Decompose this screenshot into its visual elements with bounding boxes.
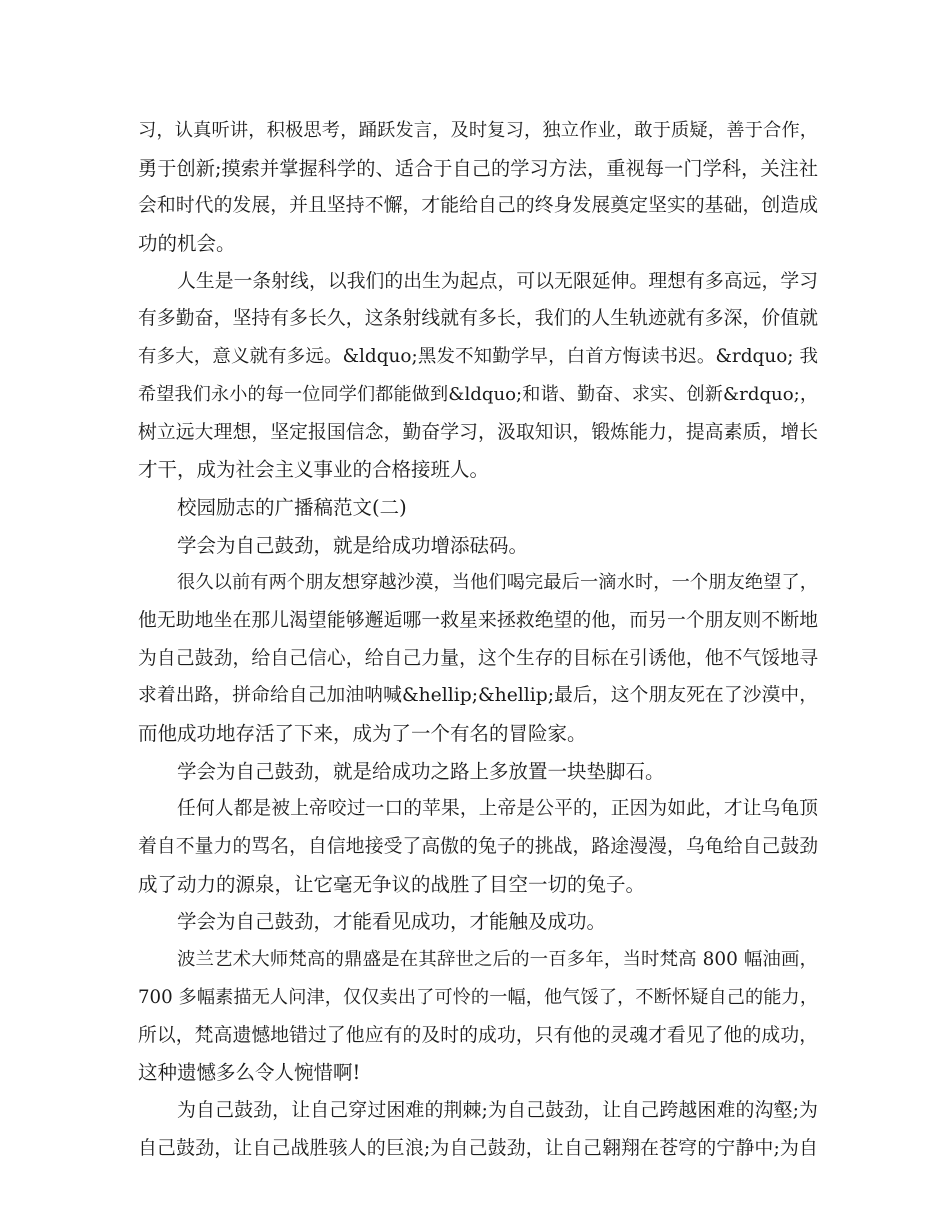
text-line: 为自己鼓劲，给自己信心，给自己力量，这个生存的目标在引诱他，他不气馁地寻 xyxy=(138,647,818,669)
text-line: 着自不量力的骂名，自信地接受了高傲的兔子的挑战，路途漫漫，乌龟给自己鼓劲 xyxy=(138,836,818,858)
text-line: 为自己鼓劲，让自己穿过困难的荆棘;为自己鼓劲，让自己跨越困难的沟壑;为 xyxy=(177,1098,818,1121)
text-line: 会和时代的发展，并且坚持不懈，才能给自己的终身发展奠定坚实的基础，创造成 xyxy=(138,195,818,217)
text-line: 而他成功地存活了下来，成为了一个有名的冒险家。 xyxy=(138,722,587,745)
text-line: 有多大，意义就有多远。&ldquo;黑发不知勤学早，白首方悔读书迟。&rdquo; 我 xyxy=(138,346,818,368)
document-body xyxy=(138,112,818,1167)
text-line: 波兰艺术大师梵高的鼎盛是在其辞世之后的一百多年，当时梵高 800 幅油画， xyxy=(177,949,818,971)
text-line: 他无助地坐在那儿渴望能够邂逅哪一救星来拯救绝望的他，而另一个朋友则不断地 xyxy=(138,609,818,631)
text-line: 很久以前有两个朋友想穿越沙漠，当他们喝完最后一滴水时，一个朋友绝望了， xyxy=(177,572,818,594)
text-line: 自己鼓劲，让自己战胜骇人的巨浪;为自己鼓劲，让自己翱翔在苍穹的宁静中;为自 xyxy=(138,1136,818,1159)
text-line: 勇于创新;摸索并掌握科学的、适合于自己的学习方法，重视每一门学科，关注社 xyxy=(138,156,818,180)
text-line: 人生是一条射线，以我们的出生为起点，可以无限延伸。理想有多高远，学习 xyxy=(177,270,818,292)
text-line: 所以，梵高遗憾地错过了他应有的及时的成功，只有他的灵魂才看见了他的成功， xyxy=(138,1024,818,1046)
text-line: 树立远大理想，坚定报国信念，勤奋学习，汲取知识，锻炼能力，提高素质，增长 xyxy=(138,421,818,443)
text-line: 学会为自己鼓劲，就是给成功之路上多放置一块垫脚石。 xyxy=(177,759,665,783)
text-line: 学会为自己鼓劲，才能看见成功，才能触及成功。 xyxy=(177,910,607,934)
text-line: 功的机会。 xyxy=(138,232,236,256)
text-line: 学会为自己鼓劲，就是给成功增添砝码。 xyxy=(177,533,529,557)
text-line: 这种遗憾多么令人惋惜啊! xyxy=(138,1061,361,1085)
text-line: 习，认真听讲，积极思考，踊跃发言，及时复习，独立作业，敢于质疑，善于合作， xyxy=(138,120,818,141)
text-line: 700 多幅素描无人问津，仅仅卖出了可怜的一幅，他气馁了，不断怀疑自己的能力， xyxy=(138,986,818,1008)
text-line: 任何人都是被上帝咬过一口的苹果，上帝是公平的，正因为如此，才让乌龟顶 xyxy=(177,798,818,820)
text-line: 成了动力的源泉，让它毫无争议的战胜了目空一切的兔子。 xyxy=(138,872,646,896)
text-line: 求着出路，拼命给自己加油呐喊&hellip;&hellip;最后，这个朋友死在了沙漠中， xyxy=(138,685,818,707)
text-line: 校园励志的广播稿范文(二) xyxy=(177,495,407,519)
text-line: 有多勤奋，坚持有多长久，这条射线就有多长，我们的人生轨迹就有多深，价值就 xyxy=(138,308,818,330)
text-line: 才干，成为社会主义事业的合格接班人。 xyxy=(138,458,490,482)
text-line: 希望我们永小的每一位同学们都能做到&ldquo;和谐、勤奋、求实、创新&rdquo;， xyxy=(138,383,818,405)
